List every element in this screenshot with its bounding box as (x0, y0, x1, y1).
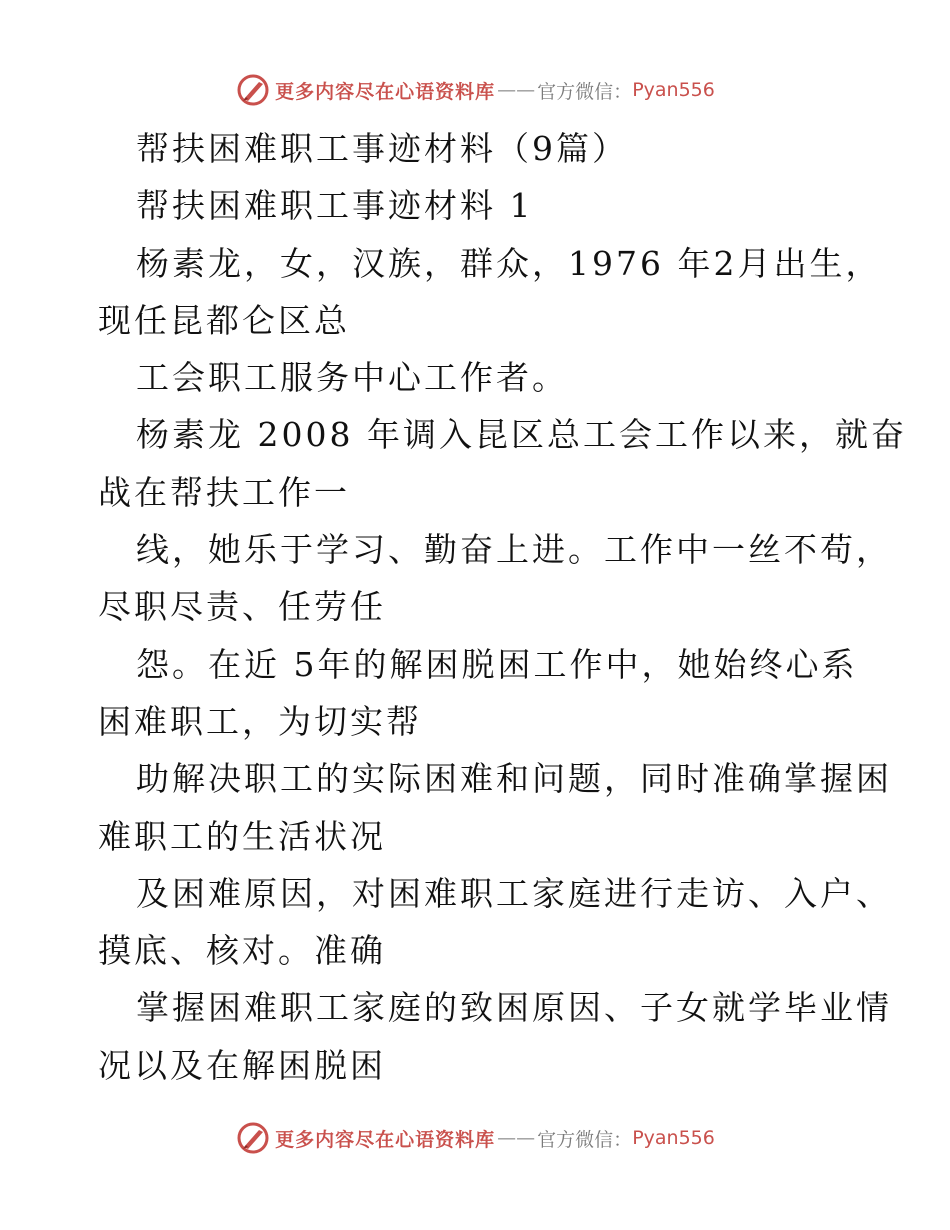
watermark-wechat-handle: Pyan556 (632, 1127, 715, 1149)
document-title: 帮扶困难职工事迹材料（9篇） (136, 129, 628, 168)
paragraph-line: 工会职工服务中心工作者。 (136, 358, 568, 398)
paragraph-line: 难职工的生活状况 (98, 816, 386, 856)
paragraph-line: 杨素龙，女，汉族，群众，1976 年2月出生， (136, 243, 882, 283)
paragraph-line: 杨素龙 2008 年调入昆区总工会工作以来，就奋 (136, 415, 907, 455)
paragraph-line: 线，她乐于学习、勤奋上进。工作中一丝不苟， (136, 530, 892, 570)
paragraph-line: 助解决职工的实际困难和问题，同时准确掌握困 (136, 759, 892, 799)
watermark-colon: ： (613, 1128, 633, 1151)
quill-pen-logo-icon (235, 1120, 271, 1156)
document-body (98, 120, 907, 1094)
quill-pen-logo-icon (235, 72, 271, 108)
watermark-colon: ： (613, 80, 633, 103)
paragraph-line: 怨。在近 5年的解困脱困工作中，她始终心系 (136, 644, 858, 684)
footer-watermark (0, 1118, 950, 1158)
paragraph-line: 摸底、核对。准确 (98, 931, 386, 971)
paragraph-line: 况以及在解困脱困 (98, 1045, 386, 1085)
watermark-separator: —— (497, 1127, 536, 1149)
watermark-main-text: 更多内容尽在心语资料库 (275, 1128, 496, 1151)
paragraph-line: 战在帮扶工作一 (98, 472, 350, 512)
header-watermark (0, 70, 950, 110)
section-heading: 帮扶困难职工事迹材料 1 (136, 186, 534, 226)
paragraph-line: 困难职工，为切实帮 (98, 701, 422, 741)
watermark-main-text: 更多内容尽在心语资料库 (275, 80, 496, 103)
paragraph-line: 尽职尽责、任劳任 (98, 587, 386, 627)
paragraph-line: 掌握困难职工家庭的致困原因、子女就学毕业情 (136, 988, 892, 1028)
watermark-official-label: 官方微信 (537, 80, 614, 103)
paragraph-line: 及困难原因，对困难职工家庭进行走访、入户、 (136, 873, 892, 913)
watermark-wechat-handle: Pyan556 (632, 79, 715, 101)
watermark-official-label: 官方微信 (537, 1128, 614, 1151)
watermark-separator: —— (497, 79, 536, 101)
paragraph-line: 现任昆都仑区总 (98, 300, 350, 340)
